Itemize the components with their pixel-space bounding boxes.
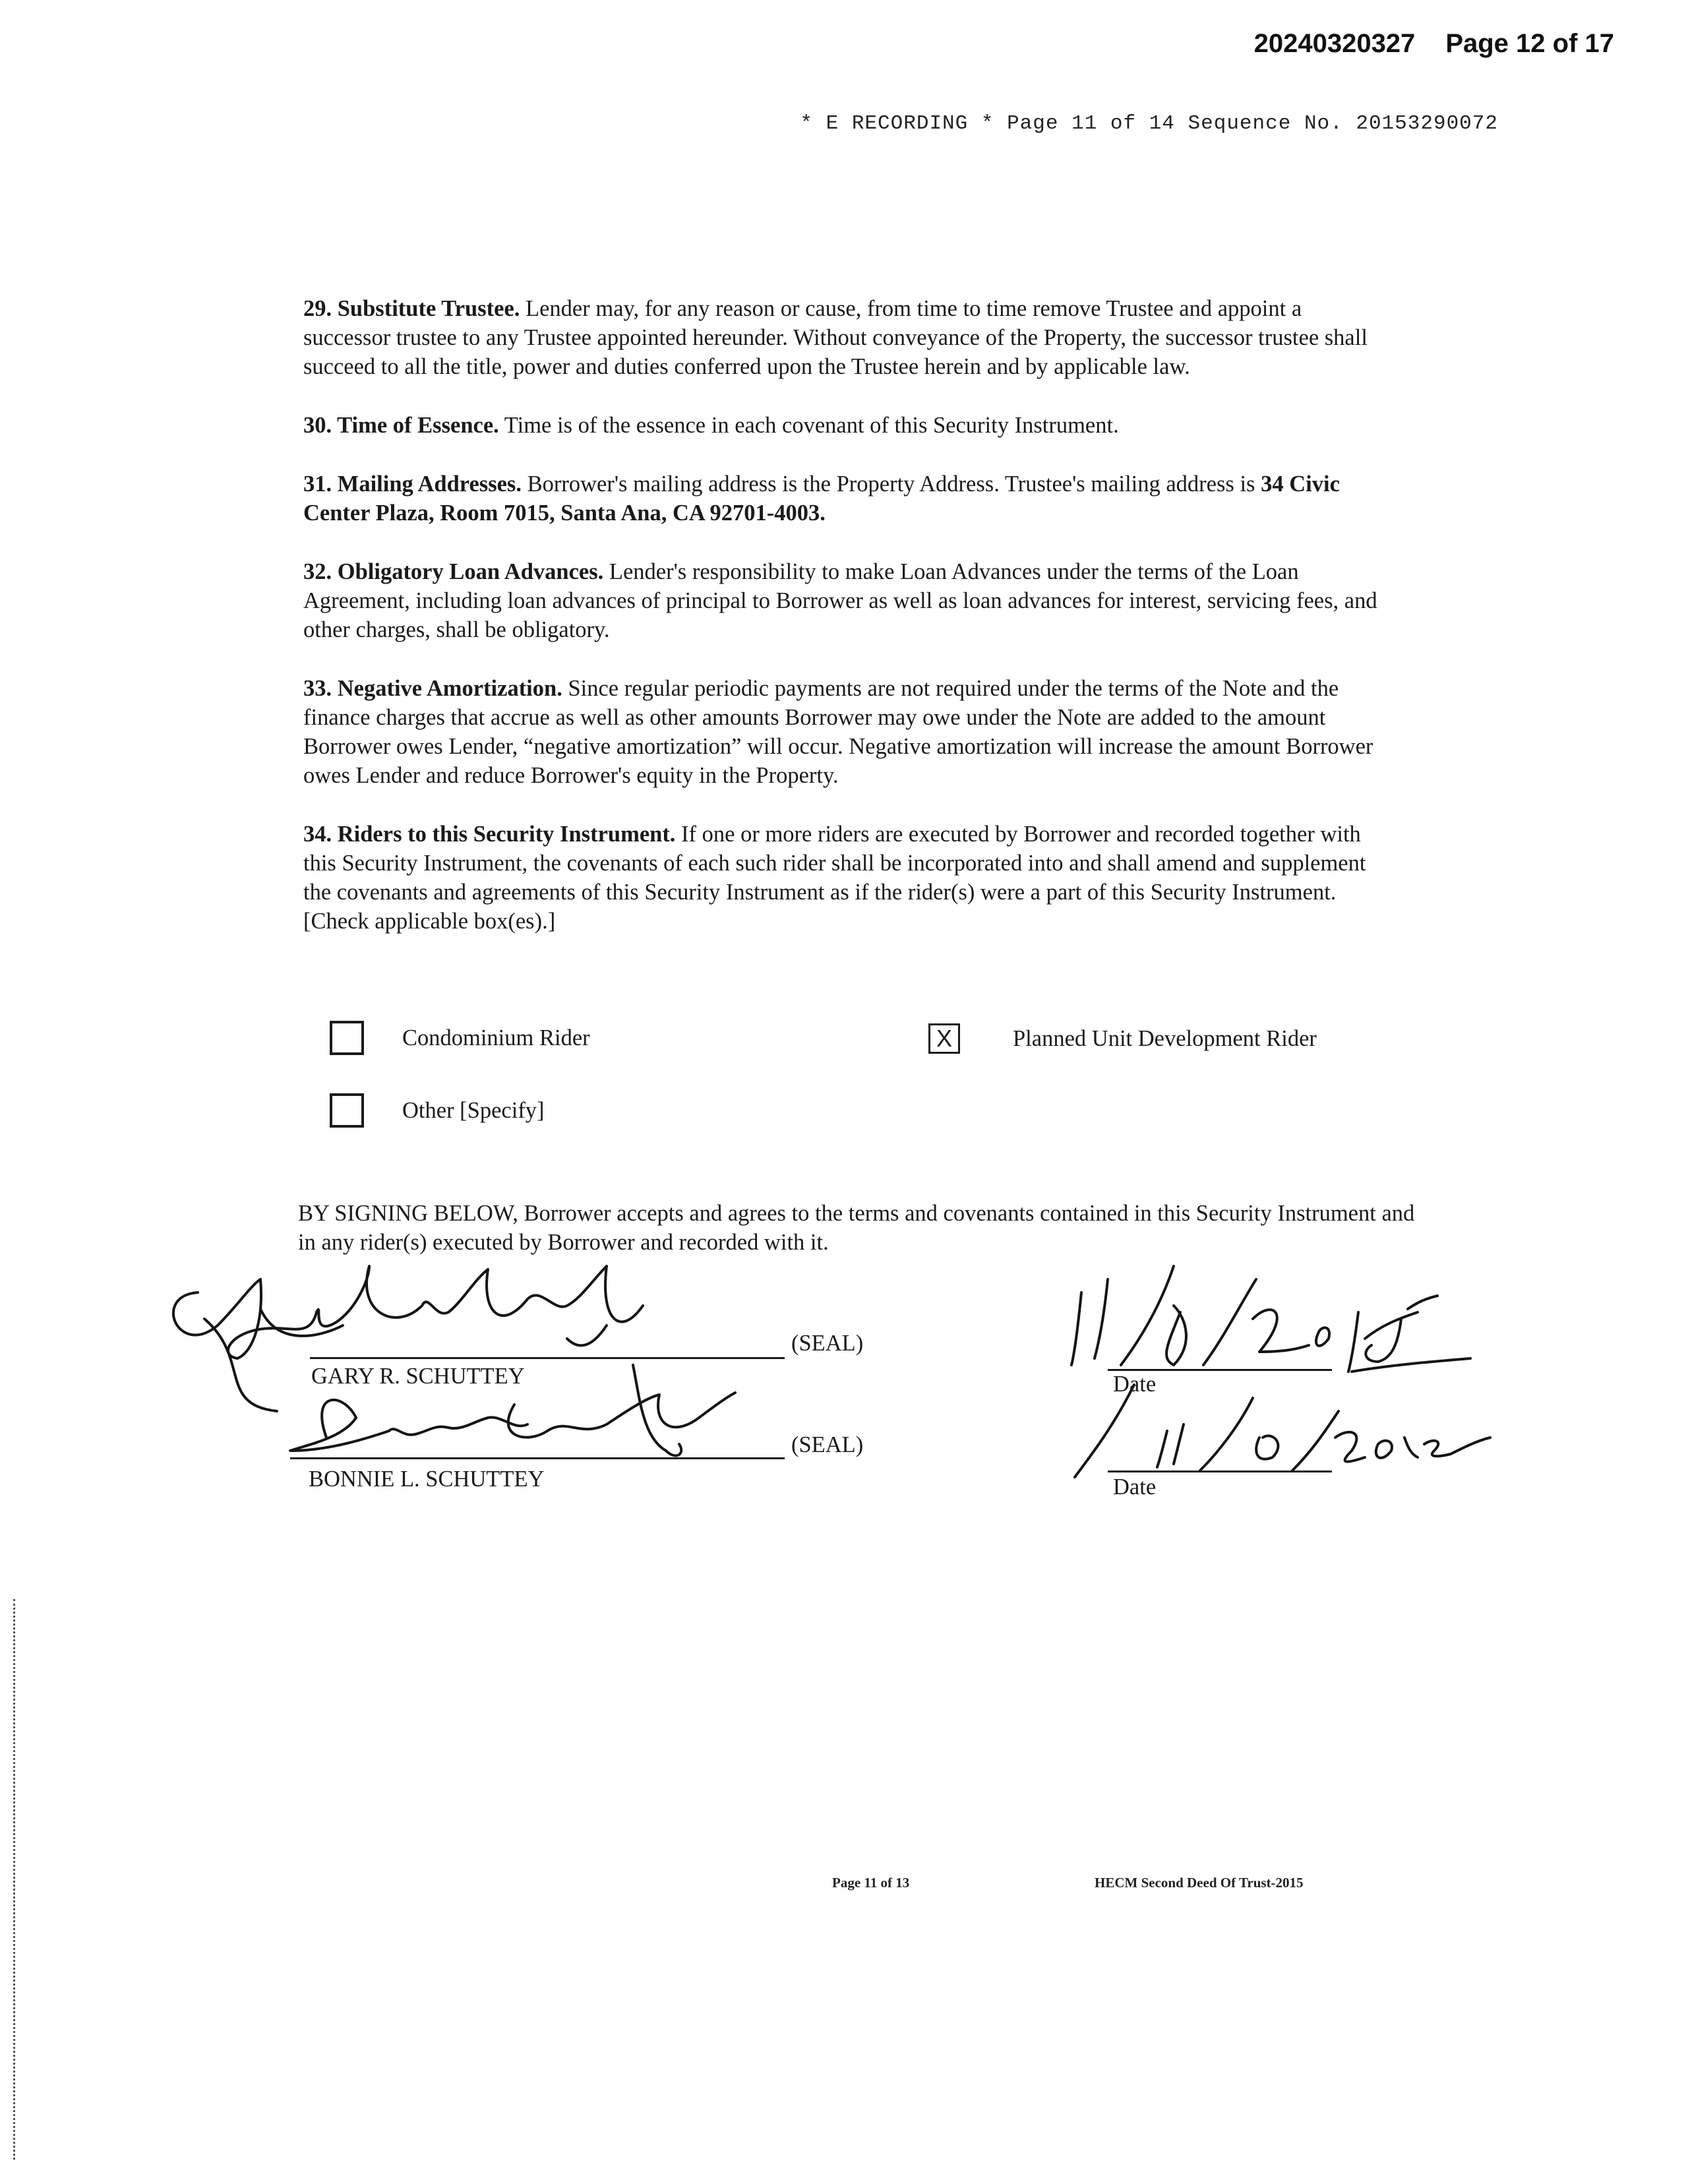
section-heading: 29. Substitute Trustee.	[303, 296, 520, 321]
signing-statement: BY SIGNING BELOW, Borrower accepts and agrees to the terms and covenants contained in this Security Instrument and in any rider(s) executed by Borrower and recorded with it.	[298, 1201, 1415, 1255]
footer-form-name: HECM Second Deed Of Trust-2015	[1095, 1875, 1304, 1891]
date-label-1: Date	[1113, 1372, 1157, 1397]
condominium-checkbox[interactable]	[330, 1021, 364, 1055]
section-text: If one or more riders are executed by Borrower and recorded together with this Security Instrument, the covenants of each such rider shall be incorporated into and shall amend and supplement the covenants and agreements of this Security Instrument as if the rider(s) were a part of this Security Instrument. [Check applicable box(es).]	[303, 822, 1366, 934]
section-32	[303, 557, 1391, 644]
date-line-1	[1108, 1369, 1332, 1371]
other-checkbox[interactable]	[330, 1093, 364, 1128]
signature-line-1	[310, 1357, 785, 1359]
date-line-2	[1108, 1471, 1332, 1472]
borrower-2-name: BONNIE L. SCHUTTEY	[309, 1467, 545, 1492]
erecording-stamp: * E RECORDING * Page 11 of 14 Sequence No. 20153290072	[800, 112, 1498, 135]
section-heading: 30. Time of Essence.	[303, 413, 499, 438]
seal-label-1: (SEAL)	[791, 1331, 864, 1356]
date-label-2: Date	[1113, 1474, 1157, 1500]
section-text: Lender may, for any reason or cause, from time to time remove Trustee and appoint a successor trustee to any Trustee appointed hereunder. Without conveyance of the Property, the successor trustee shall succeed to all the title, power and duties conferred upon the Trustee herein and by applicable law.	[303, 296, 1368, 379]
rider-label: Condominium Rider	[402, 1025, 590, 1050]
document-number: 20240320327	[1253, 29, 1416, 58]
rider-condominium[interactable]	[330, 1021, 590, 1055]
section-33	[303, 674, 1391, 790]
document-body	[303, 294, 1391, 965]
section-heading: 32. Obligatory Loan Advances.	[303, 559, 604, 584]
rider-label: Other [Specify]	[402, 1097, 545, 1123]
page-counter: Page 12 of 17	[1445, 29, 1614, 58]
footer-page-number: Page 11 of 13	[832, 1875, 910, 1891]
section-heading: 33. Negative Amortization.	[303, 676, 562, 701]
section-30	[303, 411, 1391, 440]
rider-pud[interactable]	[928, 1023, 1317, 1054]
section-34	[303, 820, 1391, 936]
rider-label: Planned Unit Development Rider	[1013, 1025, 1317, 1051]
pud-checkbox[interactable]: X	[928, 1023, 960, 1054]
handwritten-signatures	[0, 1240, 1688, 1517]
section-text: Borrower's mailing address is the Property Address. Trustee's mailing address is	[521, 471, 1261, 497]
seal-label-2: (SEAL)	[791, 1432, 864, 1457]
section-31	[303, 470, 1391, 528]
rider-checklist	[330, 1021, 1464, 1153]
rider-other[interactable]	[330, 1093, 545, 1128]
section-heading: 34. Riders to this Security Instrument.	[303, 822, 676, 847]
section-text: Since regular periodic payments are not required under the terms of the Note and the finance charges that accrue as well as other amounts Borrower may owe under the Note are added to the amount Borrower owes Lender, “negative amortization” will occur. Negative amortization will increase the amount Borrower owes Lender and reduce Borrower's equity in the Property.	[303, 676, 1373, 788]
scan-margin-marks	[13, 1599, 18, 2160]
signature-line-2	[290, 1457, 785, 1459]
trustee-address: 34 Civic Center Plaza, Room 7015, Santa Ana, CA 92701-4003.	[303, 471, 1340, 526]
borrower-1-name: GARY R. SCHUTTEY	[311, 1364, 525, 1389]
recording-header	[1254, 29, 1614, 59]
section-heading: 31. Mailing Addresses.	[303, 471, 522, 497]
section-29	[303, 294, 1391, 381]
section-text: Time is of the essence in each covenant of this Security Instrument.	[498, 413, 1119, 438]
section-text: Lender's responsibility to make Loan Advances under the terms of the Loan Agreement, including loan advances of principal to Borrower as well as loan advances for interest, servicing fees, and other charges, shall be obligatory.	[303, 559, 1377, 642]
signature-block	[0, 1240, 1688, 1517]
